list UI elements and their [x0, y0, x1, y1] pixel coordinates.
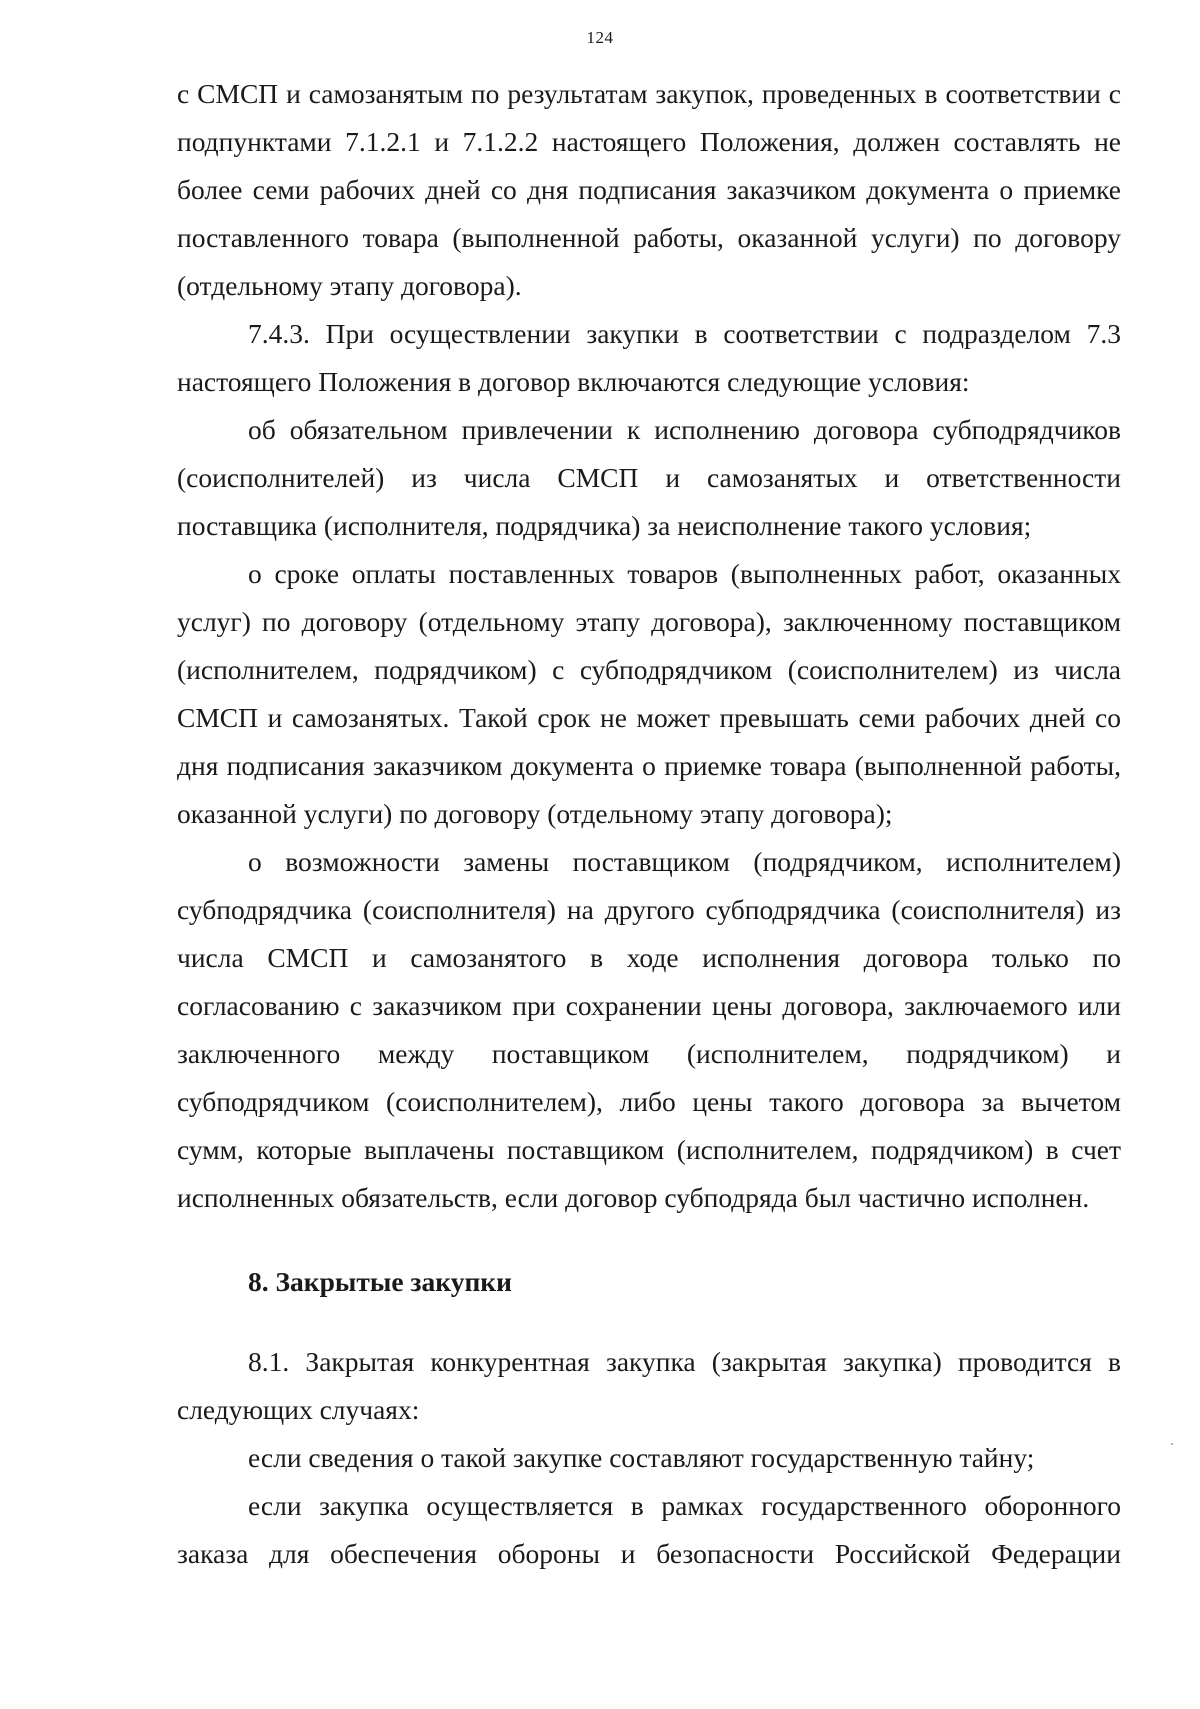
paragraph-continuation: с СМСП и самозанятым по результатам закупок, проведенных в соответствии с подпунктами 7.1.2.1 и 7.1.2.2 настоящего Положения, должен составлять не более семи рабочих дней со дня подписания заказчиком документа о приемке поставленного товара (выполненной работы, оказанной услуги) по договору (отдельному этапу договора). [177, 78, 1121, 301]
paragraph-state-secret: если сведения о такой закупке составляют государственную тайну; [248, 1442, 1035, 1473]
paragraph-condition-subcontractors: об обязательном привлечении к исполнению договора субподрядчиков (соисполнителей) из числа СМСП и самозанятых и ответственности поставщика (исполнителя, подрядчика) за неисполнение такого условия; [177, 414, 1121, 541]
paragraph-7-4-3: 7.4.3. При осуществлении закупки в соответствии с подразделом 7.3 настоящего Положения в договор включаются следующие условия: [177, 318, 1121, 397]
paragraph-condition-replacement: о возможности замены поставщиком (подрядчиком, исполнителем) субподрядчика (соисполнителя) на другого субподрядчика (соисполнителя) из числа СМСП и самозанятого в ходе исполнения договора только по согласованию с заказчиком при сохранении цены договора, заключаемого или заключенного между поставщиком (исполнителем, подрядчиком) и субподрядчиком (соисполнителем), либо цены такого договора за вычетом сумм, которые выплачены поставщиком (исполнителем, подрядчиком) в счет исполненных обязательств, если договор субподряда был частично исполнен. [177, 846, 1121, 1213]
section-heading: 8. Закрытые закупки [248, 1266, 512, 1297]
page-number: 124 [586, 28, 614, 47]
document-body [177, 70, 1121, 1578]
scan-speck [1171, 1443, 1173, 1445]
paragraph-defense-order: если закупка осуществляется в рамках государственного оборонного заказа для обеспечения обороны и безопасности Российской Федерации [177, 1490, 1121, 1569]
paragraph-condition-payment-term: о сроке оплаты поставленных товаров (выполненных работ, оказанных услуг) по договору (отдельному этапу договора), заключенному поставщиком (исполнителем, подрядчиком) с субподрядчиком (соисполнителем) из числа СМСП и самозанятых. Такой срок не может превышать семи рабочих дней со дня подписания заказчиком документа о приемке товара (выполненной работы, оказанной услуги) по договору (отдельному этапу договора); [177, 558, 1121, 829]
paragraph-8-1: 8.1. Закрытая конкурентная закупка (закрытая закупка) проводится в следующих случаях: [177, 1346, 1121, 1425]
